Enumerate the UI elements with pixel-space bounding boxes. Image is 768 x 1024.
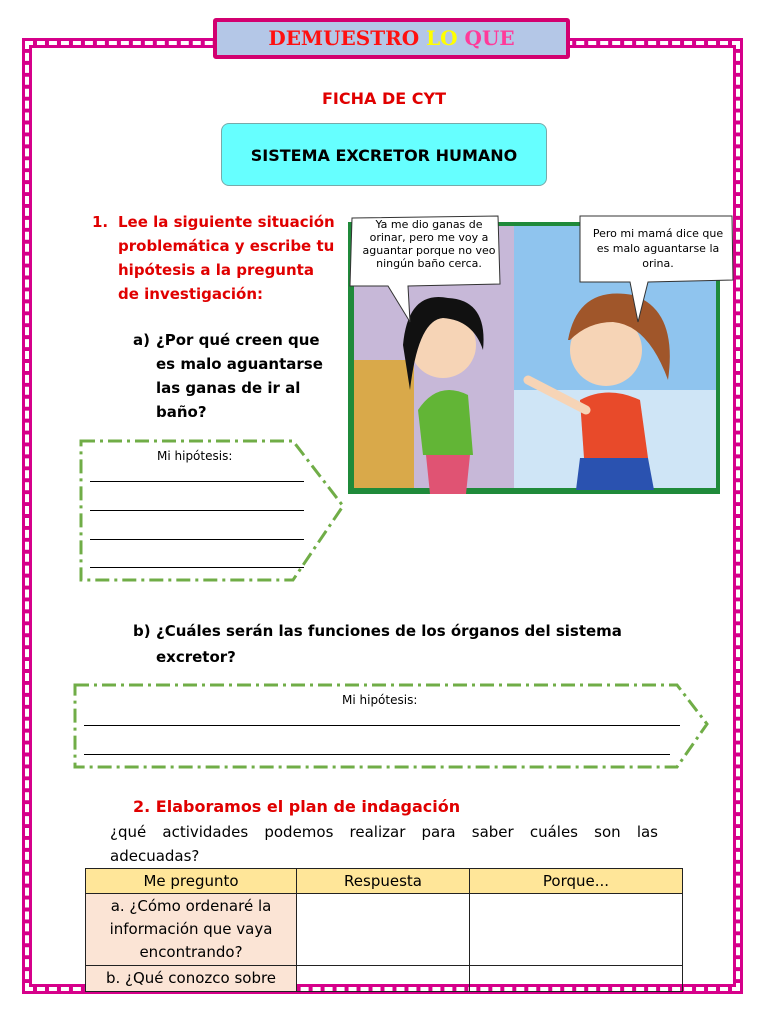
question-1b	[133, 618, 653, 670]
question-2	[133, 797, 460, 816]
hypothesis-label: Mi hipótesis:	[342, 693, 418, 707]
answer-line[interactable]	[90, 481, 304, 482]
title-word-1: DEMUESTRO	[268, 26, 420, 50]
answer-line[interactable]	[90, 567, 304, 568]
answer-line[interactable]	[90, 510, 304, 511]
column-header: Me pregunto	[86, 869, 297, 894]
question-1	[92, 210, 337, 306]
question-label: a)	[133, 331, 150, 349]
question-cell: b. ¿Qué conozco sobre	[86, 966, 297, 992]
answer-cell[interactable]	[297, 966, 470, 992]
question-cell: a. ¿Cómo ordenaré la información que vaya encontrando?	[86, 894, 297, 966]
answer-line[interactable]	[84, 754, 670, 755]
page-title	[213, 18, 570, 59]
subtitle: FICHA DE CYT	[322, 89, 446, 108]
question-text: Lee la siguiente situación problemática y escribe tu hipótesis a la pregunta de investigación:	[118, 213, 335, 303]
title-word-3: QUE	[464, 26, 515, 50]
answer-line[interactable]	[90, 539, 304, 540]
inquiry-plan-table	[85, 868, 683, 992]
speech-bubble-left: Ya me dio ganas de orinar, pero me voy a aguantar porque no veo ningún baño cerca.	[362, 218, 496, 270]
because-cell[interactable]	[470, 966, 683, 992]
topic-box: SISTEMA EXCRETOR HUMANO	[221, 123, 547, 186]
comic-illustration	[348, 210, 738, 494]
table-row	[86, 966, 683, 992]
table-row	[86, 894, 683, 966]
question-number: 1.	[92, 213, 109, 231]
question-number: 2.	[133, 797, 151, 816]
because-cell[interactable]	[470, 894, 683, 966]
title-word-2: LO	[426, 26, 458, 50]
answer-line[interactable]	[84, 725, 680, 726]
question-1a	[133, 328, 333, 424]
question-label: b)	[133, 622, 151, 640]
column-header: Respuesta	[297, 869, 470, 894]
answer-cell[interactable]	[297, 894, 470, 966]
speech-bubble-right: Pero mi mamá dice que es malo aguantarse la orina.	[592, 227, 724, 270]
column-header: Porque...	[470, 869, 683, 894]
hypothesis-label: Mi hipótesis:	[157, 449, 233, 463]
table-header-row	[86, 869, 683, 894]
question-text: ¿Cuáles serán las funciones de los órganos del sistema excretor?	[156, 622, 622, 666]
question-2-text: ¿qué actividades podemos realizar para saber cuáles son las adecuadas?	[110, 823, 658, 865]
question-title: Elaboramos el plan de indagación	[155, 797, 461, 816]
question-text: ¿Por qué creen que es malo aguantarse las ganas de ir al baño?	[156, 331, 323, 421]
